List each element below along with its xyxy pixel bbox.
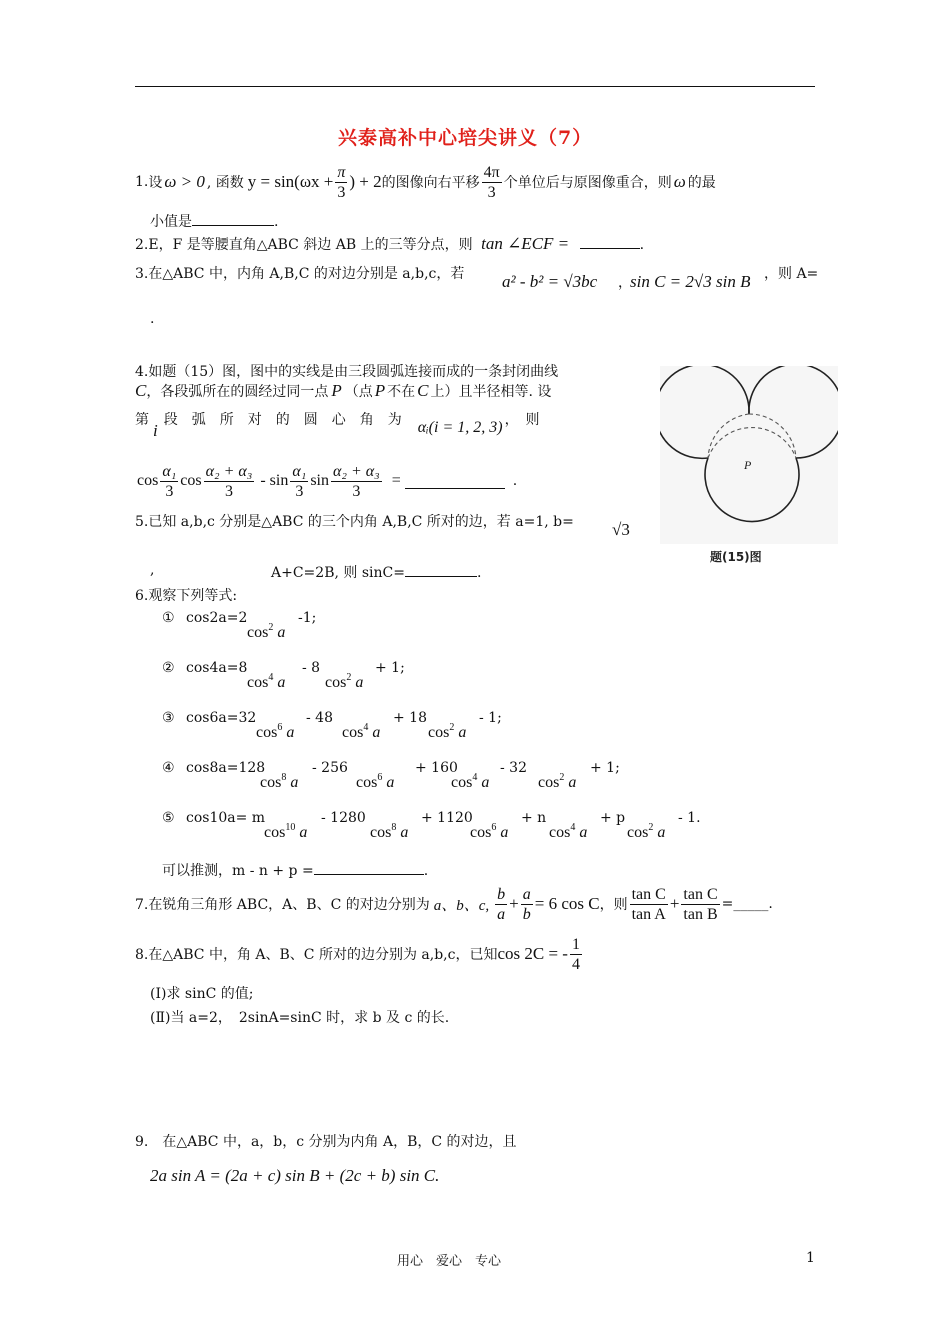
q1-text3: 的图像向右平移 bbox=[381, 175, 480, 191]
cos-word: cos bbox=[370, 824, 392, 841]
q7-eq: = 6 cos C bbox=[534, 894, 600, 913]
q8-four: 4 bbox=[571, 955, 580, 973]
cos-word: cos bbox=[356, 774, 378, 791]
q6-row5-cos10 bbox=[264, 822, 307, 842]
q1-omega: ω bbox=[673, 172, 686, 191]
q1-text1: 设 bbox=[148, 175, 163, 191]
q6-row4-mark: ④ bbox=[162, 760, 175, 776]
q4-cos1: cos bbox=[137, 472, 159, 489]
power: 2 bbox=[268, 622, 274, 633]
q1-plus2: ) + 2 bbox=[349, 172, 382, 191]
power: 2 bbox=[346, 672, 352, 683]
var-a: a bbox=[290, 774, 299, 791]
question-7 bbox=[135, 880, 773, 928]
q7-a2: a bbox=[522, 885, 531, 903]
q4-line2-text1: ，各段弧所在的圆经过同一点 bbox=[146, 384, 329, 400]
q4-end: . bbox=[512, 473, 518, 489]
q6-row4-left: cos8a=128 bbox=[186, 760, 266, 776]
q4-frac2 bbox=[204, 462, 255, 501]
q6-row5-t5: - 1. bbox=[678, 810, 701, 826]
var-a: a bbox=[286, 724, 295, 741]
q4-line3-text2: 段 弧 所 对 的 圆 心 角 为 bbox=[163, 412, 402, 428]
q6-row5-cos2 bbox=[627, 822, 665, 842]
q1-line2: 小值是 bbox=[150, 214, 192, 230]
q7-tanA: tan A bbox=[631, 905, 666, 923]
q6-row1-t1: -1; bbox=[298, 610, 317, 626]
q6-row2-cos4 bbox=[247, 672, 285, 692]
var-a: a bbox=[481, 774, 490, 791]
q6-row3-t3: - 1; bbox=[479, 710, 502, 726]
q3-text: 3.在△ABC 中，内角 A,B,C 的对边分别是 a,b,c，若 bbox=[135, 266, 465, 282]
q7-frac-a-b bbox=[521, 885, 533, 924]
question-4-expression bbox=[137, 458, 517, 504]
q8-frac bbox=[570, 935, 582, 974]
q6-row5-t3: + n bbox=[521, 810, 547, 826]
q4-answer-blank bbox=[405, 474, 505, 489]
power: 10 bbox=[285, 822, 296, 833]
power: 2 bbox=[648, 822, 654, 833]
q6-row2-t2: + 1; bbox=[375, 660, 405, 676]
q4-curve-c2: C bbox=[417, 381, 429, 400]
q7-tanB: tan B bbox=[683, 905, 718, 923]
q3-tail: ，则 A= bbox=[764, 266, 819, 282]
q1-end: . bbox=[274, 214, 279, 230]
cos-word: cos bbox=[256, 724, 278, 741]
page-title: 兴泰高补中心培尖讲义（7） bbox=[338, 127, 593, 149]
q6-row5-t1: - 1280 bbox=[321, 810, 366, 826]
question-1-line2 bbox=[150, 211, 278, 231]
question-1 bbox=[135, 160, 716, 204]
power: 6 bbox=[277, 722, 283, 733]
q7-tanC2: tan C bbox=[683, 885, 718, 903]
q4-sin2: sin bbox=[310, 472, 329, 489]
q4-frac4 bbox=[331, 462, 382, 501]
var-a: a bbox=[277, 674, 286, 691]
q1-answer-blank bbox=[192, 211, 274, 226]
q6-row1-left: cos2a=2 bbox=[186, 610, 248, 626]
q6-row3-mark: ③ bbox=[162, 710, 175, 726]
q4-line2-text2: （点 bbox=[344, 384, 373, 400]
q6-row3-cos4 bbox=[342, 722, 380, 742]
cos-word: cos bbox=[428, 724, 450, 741]
q6-row4-t2: + 160 bbox=[415, 760, 458, 776]
var-a: a bbox=[372, 724, 381, 741]
question-2 bbox=[135, 234, 644, 254]
q6-row3-cos6 bbox=[256, 722, 294, 742]
question-3 bbox=[135, 263, 464, 283]
q7-plus: + bbox=[509, 894, 519, 913]
q6-row4-t3: - 32 bbox=[500, 760, 527, 776]
q6-row5-cos8 bbox=[370, 822, 408, 842]
var-a: a bbox=[299, 824, 308, 841]
q4-line3-text1: 第 bbox=[135, 412, 149, 428]
q7-then: ，则 bbox=[599, 897, 628, 913]
q4-line3-text3: ， 则 bbox=[504, 412, 540, 428]
var-a: a bbox=[400, 824, 409, 841]
power: 2 bbox=[559, 772, 565, 783]
q6-row4-cos6 bbox=[356, 772, 394, 792]
q6-infer-text: 可以推测，m - n + p = bbox=[162, 863, 314, 879]
q9-equation: 2a sin A = (2a + c) sin B + (2c + b) sin C. bbox=[150, 1166, 440, 1185]
cos-word: cos bbox=[247, 624, 269, 641]
q1-text5: 的最 bbox=[687, 175, 716, 191]
q8-part2: (Ⅱ)当 a=2， 2sinA=sinC 时，求 b 及 c 的长. bbox=[150, 1010, 450, 1026]
q1-text4: 个单位后与原图像重合，则 bbox=[503, 175, 672, 191]
q4-curve-c: C bbox=[135, 381, 147, 400]
three-circles-figure bbox=[660, 366, 838, 566]
q8-text: 8.在△ABC 中，角 A、B、C 所对的边分别为 a,b,c，已知 bbox=[135, 947, 498, 963]
q4-den3: 3 bbox=[295, 482, 304, 500]
q6-row1-cos2 bbox=[247, 622, 285, 642]
q6-row4-t4: + 1; bbox=[590, 760, 620, 776]
q7-end: =_____. bbox=[721, 896, 773, 912]
cos-word: cos bbox=[325, 674, 347, 691]
figure-point-p: P bbox=[744, 458, 752, 472]
question-9: 9. 在△ABC 中，a，b，c 分别为内角 A，B，C 的对边，且 bbox=[135, 1134, 517, 1150]
q4-eq: = bbox=[391, 472, 401, 489]
cos-word: cos bbox=[342, 724, 364, 741]
power: 6 bbox=[377, 772, 383, 783]
q6-row4-cos8 bbox=[260, 772, 298, 792]
q6-row2-mark: ② bbox=[162, 660, 175, 676]
q5-end: . bbox=[476, 565, 482, 581]
q1-pi: π bbox=[337, 163, 346, 181]
q3-comma: ， bbox=[618, 275, 632, 291]
var-a: a bbox=[277, 624, 286, 641]
power: 2 bbox=[449, 722, 455, 733]
q7-frac-b-a bbox=[495, 885, 507, 924]
q6-row1-mark: ① bbox=[162, 610, 175, 626]
q7-tanC: tan C bbox=[631, 885, 666, 903]
q2-answer-blank bbox=[580, 234, 640, 249]
q1-three: 3 bbox=[337, 183, 346, 201]
q1-text2: , 函数 bbox=[206, 175, 244, 191]
q6-row5-mark: ⑤ bbox=[162, 810, 175, 826]
power: 8 bbox=[391, 822, 397, 833]
footer-motto: 用心 爱心 专心 bbox=[397, 1254, 502, 1269]
q6-row5-t4: + p bbox=[600, 810, 626, 826]
q4-alpha1b: α₁ bbox=[292, 462, 307, 480]
var-a: a bbox=[568, 774, 577, 791]
var-a: a bbox=[355, 674, 364, 691]
q8-part1: (I)求 sinC 的值; bbox=[150, 986, 254, 1002]
q4-point-p: P bbox=[331, 381, 342, 400]
page-number: 1 bbox=[806, 1250, 815, 1266]
q6-row5-left: cos10a= m bbox=[186, 810, 266, 826]
q7-text: 7.在锐角三角形 ABC，A、B、C 的对边分别为 bbox=[135, 897, 430, 913]
power: 4 bbox=[570, 822, 576, 833]
q2-expr: tan ∠ECF = bbox=[481, 234, 570, 253]
q7-frac-tanC-tanB bbox=[681, 885, 719, 924]
q7-a: a bbox=[497, 905, 506, 923]
q2-text: 2.E，F 是等腰直角△ABC 斜边 AB 上的三等分点，则 bbox=[135, 237, 473, 253]
q4-index-i: i bbox=[153, 421, 158, 440]
cos-word: cos bbox=[538, 774, 560, 791]
q4-frac1 bbox=[160, 462, 178, 501]
question-5: 5.已知 a,b,c 分别是△ABC 的三个内角 A,B,C 所对的边，若 a=1, b= bbox=[135, 514, 574, 530]
q2-end: . bbox=[639, 237, 645, 253]
cos-word: cos bbox=[260, 774, 282, 791]
cos-word: cos bbox=[451, 774, 473, 791]
var-a: a bbox=[386, 774, 395, 791]
var-a: a bbox=[458, 724, 467, 741]
q4-frac3 bbox=[290, 462, 308, 501]
q6-inference bbox=[162, 860, 428, 880]
cos-word: cos bbox=[470, 824, 492, 841]
var-a: a bbox=[657, 824, 666, 841]
question-4-line1: 4.如题（15）图，图中的实线是由三段圆弧连接而成的一条封闭曲线 bbox=[135, 364, 559, 380]
q6-row4-cos2 bbox=[538, 772, 576, 792]
power: 4 bbox=[363, 722, 369, 733]
q8-one: 1 bbox=[571, 935, 580, 953]
q3-eq2: sin C = 2√3 sin B bbox=[630, 272, 751, 291]
q1-shift-num: 4π bbox=[483, 163, 500, 181]
top-rule bbox=[135, 86, 815, 87]
q7-frac-tanC-tanA bbox=[630, 885, 668, 924]
q5-sqrt3: √3 bbox=[612, 520, 630, 539]
q6-row3-left: cos6a=32 bbox=[186, 710, 257, 726]
q6-row3-t2: + 18 bbox=[393, 710, 427, 726]
power: 8 bbox=[281, 772, 287, 783]
cos-word: cos bbox=[627, 824, 649, 841]
q4-line2-text4: 上）且半径相等. 设 bbox=[430, 384, 552, 400]
q1-func: y = sin(ωx + bbox=[247, 172, 334, 191]
power: 6 bbox=[491, 822, 497, 833]
q1-omega-cond: ω > 0 bbox=[164, 172, 205, 191]
cos-word: cos bbox=[549, 824, 571, 841]
q5-answer-blank bbox=[405, 562, 477, 577]
q1-pi-over-3 bbox=[335, 163, 347, 202]
question-5-line2 bbox=[271, 562, 481, 582]
q7-abc: a、b、c, bbox=[433, 897, 490, 914]
q5-comma: , bbox=[150, 562, 155, 578]
question-4-line3 bbox=[135, 409, 640, 441]
power: 4 bbox=[268, 672, 274, 683]
q4-den2: 3 bbox=[224, 482, 233, 500]
q6-row2-cos2 bbox=[325, 672, 363, 692]
q6-row2-t1: - 8 bbox=[302, 660, 321, 676]
cos-word: cos bbox=[264, 824, 286, 841]
q6-end: . bbox=[423, 863, 429, 879]
cos-word: cos bbox=[247, 674, 269, 691]
q6-row4-t1: - 256 bbox=[312, 760, 348, 776]
q4-cos2: cos bbox=[180, 472, 202, 489]
var-a: a bbox=[579, 824, 588, 841]
q1-num: 1. bbox=[135, 174, 149, 190]
q6-row2-left: cos4a=8 bbox=[186, 660, 248, 676]
q4-point-p2: P bbox=[374, 381, 386, 400]
q3-dot: . bbox=[150, 311, 155, 327]
q4-alpha23b: α₂ + α₃ bbox=[332, 462, 380, 480]
q6-row5-cos4 bbox=[549, 822, 587, 842]
q6-answer-blank bbox=[314, 860, 424, 875]
var-a: a bbox=[500, 824, 509, 841]
q4-alpha1: α₁ bbox=[162, 462, 177, 480]
q6-row5-t2: + 1120 bbox=[421, 810, 473, 826]
figure-label: 题(15)图 bbox=[710, 550, 762, 564]
q4-alpha-i: αᵢ(i = 1, 2, 3) bbox=[417, 419, 503, 436]
q7-plus2: + bbox=[669, 894, 680, 913]
q6-row4-cos4 bbox=[451, 772, 489, 792]
q8-expr: cos 2C = - bbox=[497, 944, 568, 963]
q1-shift-fraction bbox=[482, 163, 502, 202]
figure-15 bbox=[660, 366, 838, 566]
q6-row3-t1: - 48 bbox=[306, 710, 333, 726]
q4-line2-text3: 不在 bbox=[387, 384, 416, 400]
q6-row5-cos6 bbox=[470, 822, 508, 842]
q4-den1: 3 bbox=[165, 482, 174, 500]
q4-alpha23: α₂ + α₃ bbox=[205, 462, 253, 480]
q4-den4: 3 bbox=[352, 482, 361, 500]
q7-b2: b bbox=[522, 905, 531, 923]
q3-eq1: a² - b² = √3bc bbox=[502, 272, 598, 291]
q6-row3-cos2 bbox=[428, 722, 466, 742]
q7-b: b bbox=[497, 885, 506, 903]
q1-shift-den: 3 bbox=[487, 183, 496, 201]
question-4-line2 bbox=[135, 381, 551, 401]
q4-minus-sin: - sin bbox=[260, 472, 289, 489]
power: 4 bbox=[472, 772, 478, 783]
q5-line2: A+C=2B, 则 sinC= bbox=[271, 565, 405, 581]
question-6-head: 6.观察下列等式: bbox=[135, 588, 238, 604]
question-8 bbox=[135, 930, 584, 978]
